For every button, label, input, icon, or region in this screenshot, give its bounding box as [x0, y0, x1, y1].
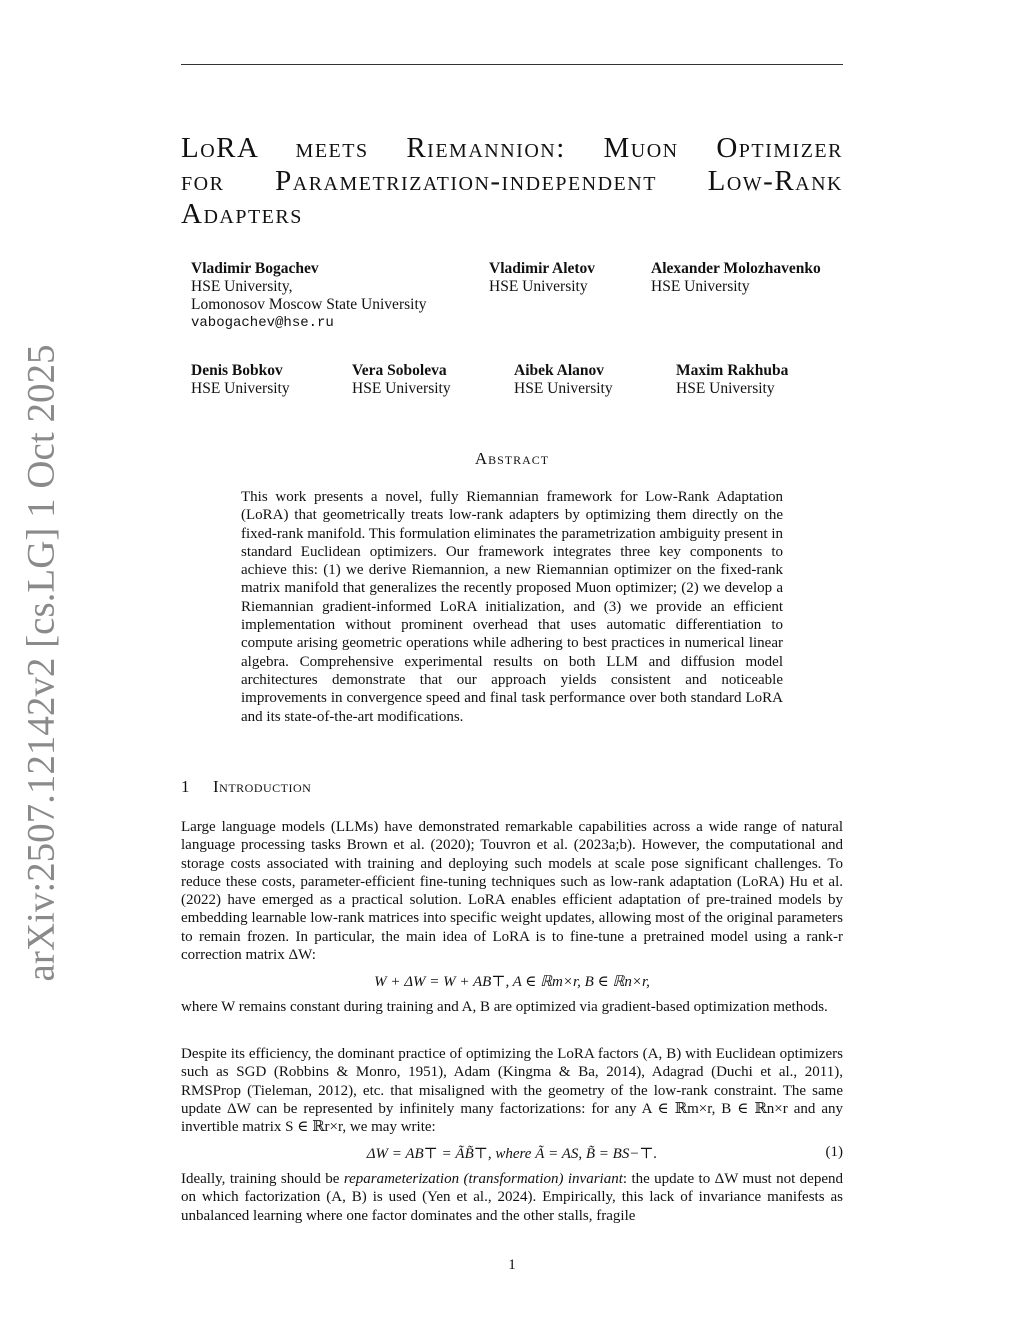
equation-lora-update: W + ΔW = W + AB⊤, A ∈ ℝm×r, B ∈ ℝn×r, [374, 974, 650, 990]
author-molozhavenko: Alexander Molozhavenko HSE University [651, 260, 821, 295]
arxiv-stamp: arXiv:2507.12142v2 [cs.LG] 1 Oct 2025 [19, 344, 62, 981]
page-number: 1 [508, 1257, 516, 1273]
author-bogachev: Vladimir Bogachev HSE University, Lomonosov Moscow State University vabogachev@hse.ru [191, 260, 427, 331]
author-soboleva: Vera Soboleva HSE University [352, 362, 451, 397]
abstract-heading: Abstract [474, 449, 550, 468]
intro-paragraph-3: Despite its efficiency, the dominant practice of optimizing the LoRA factors (A, B) with Euclidean optimizers such as SGD (Robbins & Monro, 1951), Adam (Kingma & Ba, 2014), Adagrad (Duchi et al., 2011), RMSProp (Tieleman, 2012), etc. that misaligned with the geometry of the low-rank constraint. The same update ΔW can be represented by infinitely many factorizations: for any A ∈ ℝm×r, B ∈ ℝn×r and any invertible matrix S ∈ ℝr×r, we may write: [181, 1046, 843, 1136]
author-rakhuba: Maxim Rakhuba HSE University [676, 362, 789, 397]
title-line-2: for Parametrization-independent Low-Rank [181, 165, 843, 197]
author-aletov: Vladimir Aletov HSE University [489, 260, 596, 295]
emphasis-invariant: reparameterization (transformation) invariant [343, 1171, 623, 1187]
intro-paragraph-1: Large language models (LLMs) have demonstrated remarkable capabilities across a wide range of natural language processing tasks Brown et al. (2020); Touvron et al. (2023a;b). However, the computational and storage costs associated with training and deploying such models at scale pose significant challenges. To reduce these costs, parameter-efficient fine-tuning techniques such as low-rank adaptation (LoRA) Hu et al. (2022) have emerged as a practical solution. LoRA enables efficient adaptation of pre-trained models by embedding learnable low-rank matrices into specific weight updates, allowing most of the original parameters to remain frozen. In particular, the main idea of LoRA is to fine-tune a pretrained model using a rank-r correction matrix ΔW: [181, 819, 843, 964]
paper-title [181, 132, 843, 231]
title-line-1: LoRA meets Riemannion: Muon Optimizer [181, 132, 843, 164]
author-bobkov: Denis Bobkov HSE University [191, 362, 290, 397]
author-alanov: Aibek Alanov HSE University [514, 362, 613, 397]
top-rule [181, 64, 843, 65]
intro-paragraph-4: Ideally, training should be reparameterization (transformation) invariant: the update to ΔW must not depend on which factorization (A, B) is used (Yen et al., 2024). Empirically, this lack of invariance manifests as unbalanced learning where one factor dominates and the other stalls, fragile [181, 1171, 843, 1224]
intro-paragraph-2: where W remains constant during training and A, B are optimized via gradient-based optimization methods. [181, 999, 828, 1015]
author-email[interactable]: vabogachev@hse.ru [191, 315, 334, 331]
section-heading [181, 777, 311, 797]
equation-1: ΔW = AB⊤ = ÃB̃⊤, where Ã = AS, B̃ = BS−⊤. [366, 1146, 658, 1162]
title-line-3: Adapters [181, 198, 303, 230]
equation-1-number: (1) [825, 1144, 843, 1160]
abstract-text: This work presents a novel, fully Riemannian framework for Low-Rank Adaptation (LoRA) that geometrically treats low-rank adapters by optimizing them directly on the fixed-rank manifold. This formulation eliminates the parametrization ambiguity present in standard Euclidean optimizers. Our framework integrates three key components to achieve this: (1) we derive Riemannion, a new Riemannian optimizer on the fixed-rank matrix manifold that generalizes the recently proposed Muon optimizer; (2) we develop a Riemannian gradient-informed LoRA initialization, and (3) we provide an efficient implementation without prominent overhead that uses automatic differentiation to compute arising geometric operations while adhering to best practices in numerical linear algebra. Comprehensive experimental results on both LLM and diffusion model architectures demonstrate that our approach yields consistent and noticeable improvements in convergence speed and final task performance over both standard LoRA and its state-of-the-art modifications. [241, 489, 783, 725]
section-title: Introduction [213, 777, 312, 796]
section-number: 1 [181, 777, 190, 796]
